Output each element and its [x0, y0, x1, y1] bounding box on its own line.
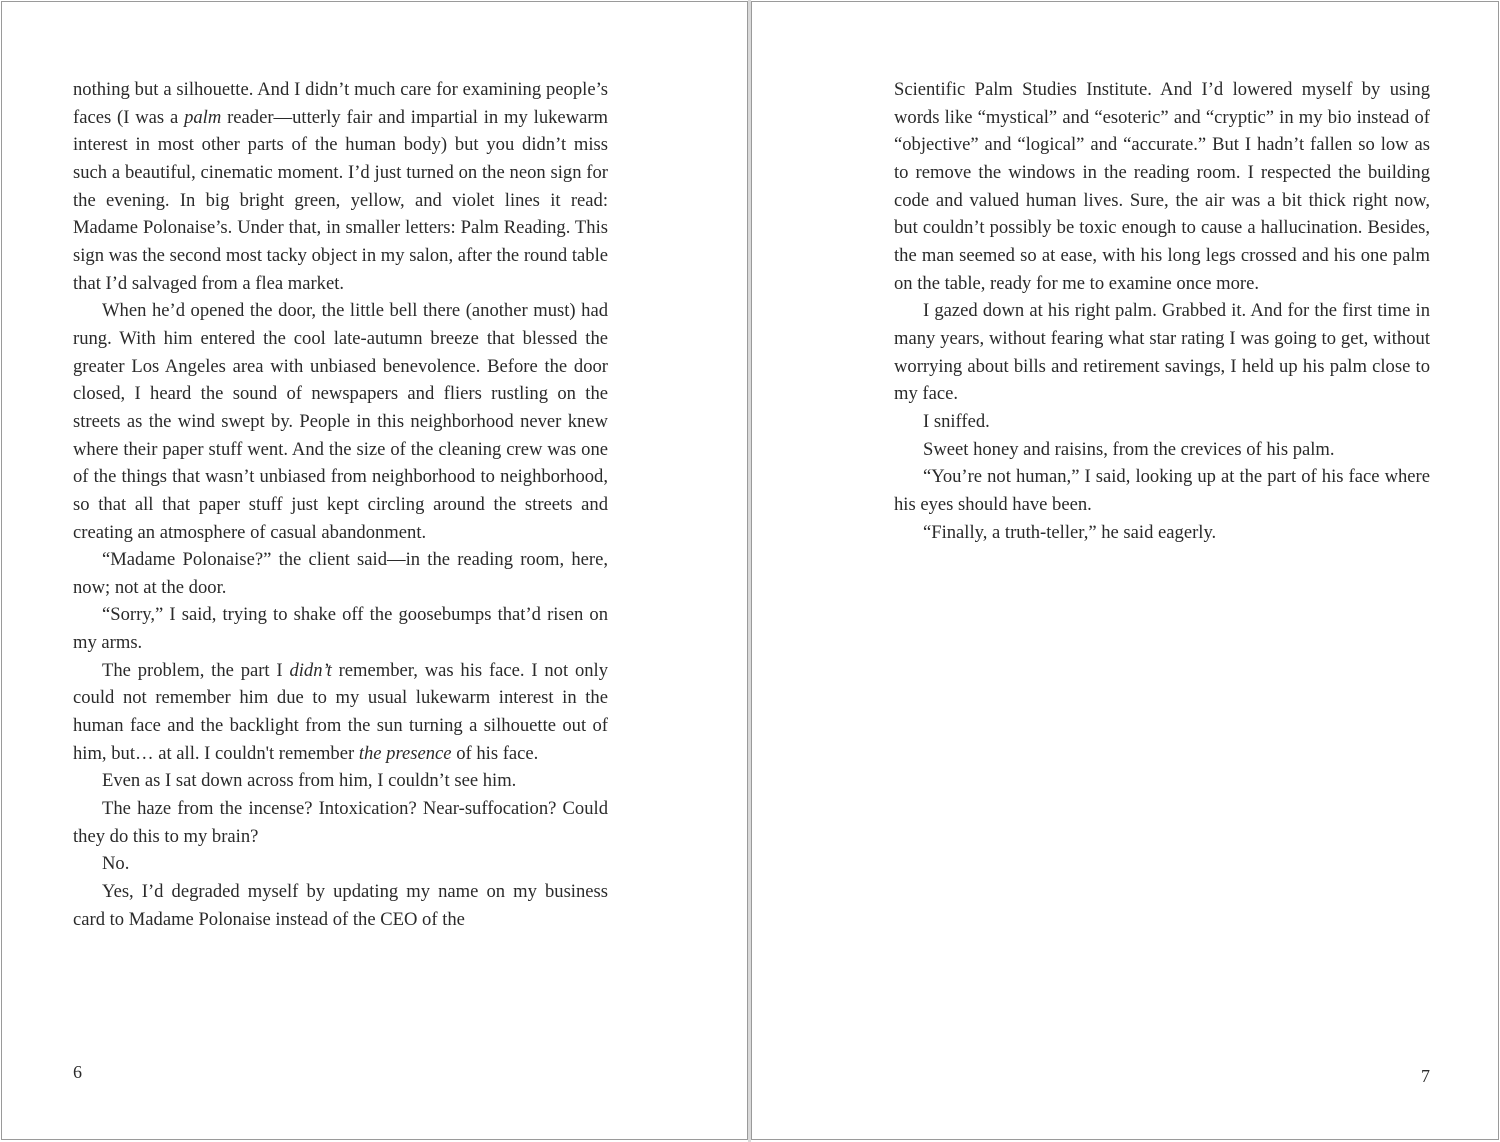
- text-run: Scientific Palm Studies Institute. And I’d lowered myself by using words like “mystical” and “esoteric” and “cryptic” in my bio instead of “objective” and “logical” and “accurate.” But I hadn’t fallen so low as to remove the windows in the reading room. I respected the building code and valued human lives. Sure, the air was a bit thick right now, but couldn’t possibly be toxic enough to cause a hallucination. Besides, the man seemed so at ease, with his long legs crossed and his one palm on the table, ready for me to examine once more.: [894, 79, 1430, 294]
- paragraph: [894, 436, 1430, 464]
- text-run: I sniffed.: [923, 410, 990, 432]
- text-run: “You’re not human,” I said, looking up at the part of his face where his eyes should have been.: [894, 466, 1430, 515]
- right-page-text: [894, 76, 1430, 546]
- paragraph: [73, 601, 608, 656]
- text-run: Even as I sat down across from him, I couldn’t see him.: [102, 770, 517, 792]
- paragraph: [73, 657, 608, 768]
- page-number-right: 7: [1421, 1066, 1430, 1086]
- paragraph: [73, 297, 608, 546]
- page-number-left: 6: [73, 1062, 82, 1082]
- paragraph: [894, 297, 1430, 408]
- paragraph: [73, 795, 608, 850]
- text-run: Yes, I’d degraded myself by updating my name on my business card to Madame Polonaise instead of the CEO of the: [73, 881, 608, 930]
- text-run: nothing but a silhouette. And I didn’t much care for examining people’s faces (I was a: [73, 79, 608, 128]
- text-run: reader—utterly fair and impartial in my lukewarm interest in most other parts of the human body) but you didn’t miss such a beautiful, cinematic moment. I’d just turned on the neon sign for the evening. In big bright green, yellow, and violet lines it read: Madame Polonaise’s. Under that, in smaller letters: Palm Reading. This sign was the second most tacky object in my salon, after the round table that I’d salvaged from a flea market.: [73, 106, 608, 294]
- text-run: When he’d opened the door, the little bell there (another must) had rung. With him entered the cool late-autumn breeze that blessed the greater Los Angeles area with unbiased benevolence. Before the door closed, I heard the sound of newspapers and fliers rustling on the streets as the wind swept by. People in this neighborhood never knew where their paper stuff went. And the size of the cleaning crew was one of the things that wasn’t unbiased from neighborhood to neighborhood, so that all that paper stuff just kept circling around the streets and creating an atmosphere of casual abandonment.: [73, 300, 608, 543]
- paragraph: [73, 878, 608, 933]
- text-run: “Madame Polonaise?” the client said—in the reading room, here, now; not at the door.: [73, 549, 608, 598]
- text-run: remember, was his face. I not only could not remember him due to my usual lukewarm interest in the human face and the backlight from the sun turning a silhouette out of him, but… at all. I couldn't remember: [73, 659, 609, 764]
- text-run: “Finally, a truth-teller,” he said eagerly.: [923, 521, 1217, 543]
- paragraph: [73, 76, 608, 297]
- text-run: The problem, the part I: [102, 659, 290, 681]
- paragraph: [73, 850, 608, 878]
- italic-text: the presence: [358, 742, 452, 764]
- text-run: “Sorry,” I said, trying to shake off the goosebumps that’d risen on my arms.: [73, 604, 608, 654]
- left-page-text: [73, 76, 608, 933]
- italic-text: palm: [184, 106, 222, 128]
- italic-text: didn’t: [289, 659, 332, 681]
- paragraph: [894, 76, 1430, 297]
- left-page: [1, 1, 748, 1140]
- text-run: The haze from the incense? Intoxication? Near-suffocation? Could they do this to my brain?: [73, 798, 608, 847]
- text-run: I gazed down at his right palm. Grabbed it. And for the first time in many years, without fearing what star rating I was going to get, without worrying about bills and retirement savings, I held up his palm close to my face.: [894, 300, 1430, 405]
- paragraph: [894, 519, 1430, 547]
- right-page: [751, 1, 1499, 1140]
- paragraph: [894, 463, 1430, 518]
- text-run: No.: [102, 853, 130, 875]
- paragraph: [73, 546, 608, 601]
- text-run: Sweet honey and raisins, from the crevices of his palm.: [923, 438, 1335, 460]
- paragraph: [894, 408, 1430, 436]
- paragraph: [73, 767, 608, 795]
- text-run: of his face.: [451, 742, 539, 764]
